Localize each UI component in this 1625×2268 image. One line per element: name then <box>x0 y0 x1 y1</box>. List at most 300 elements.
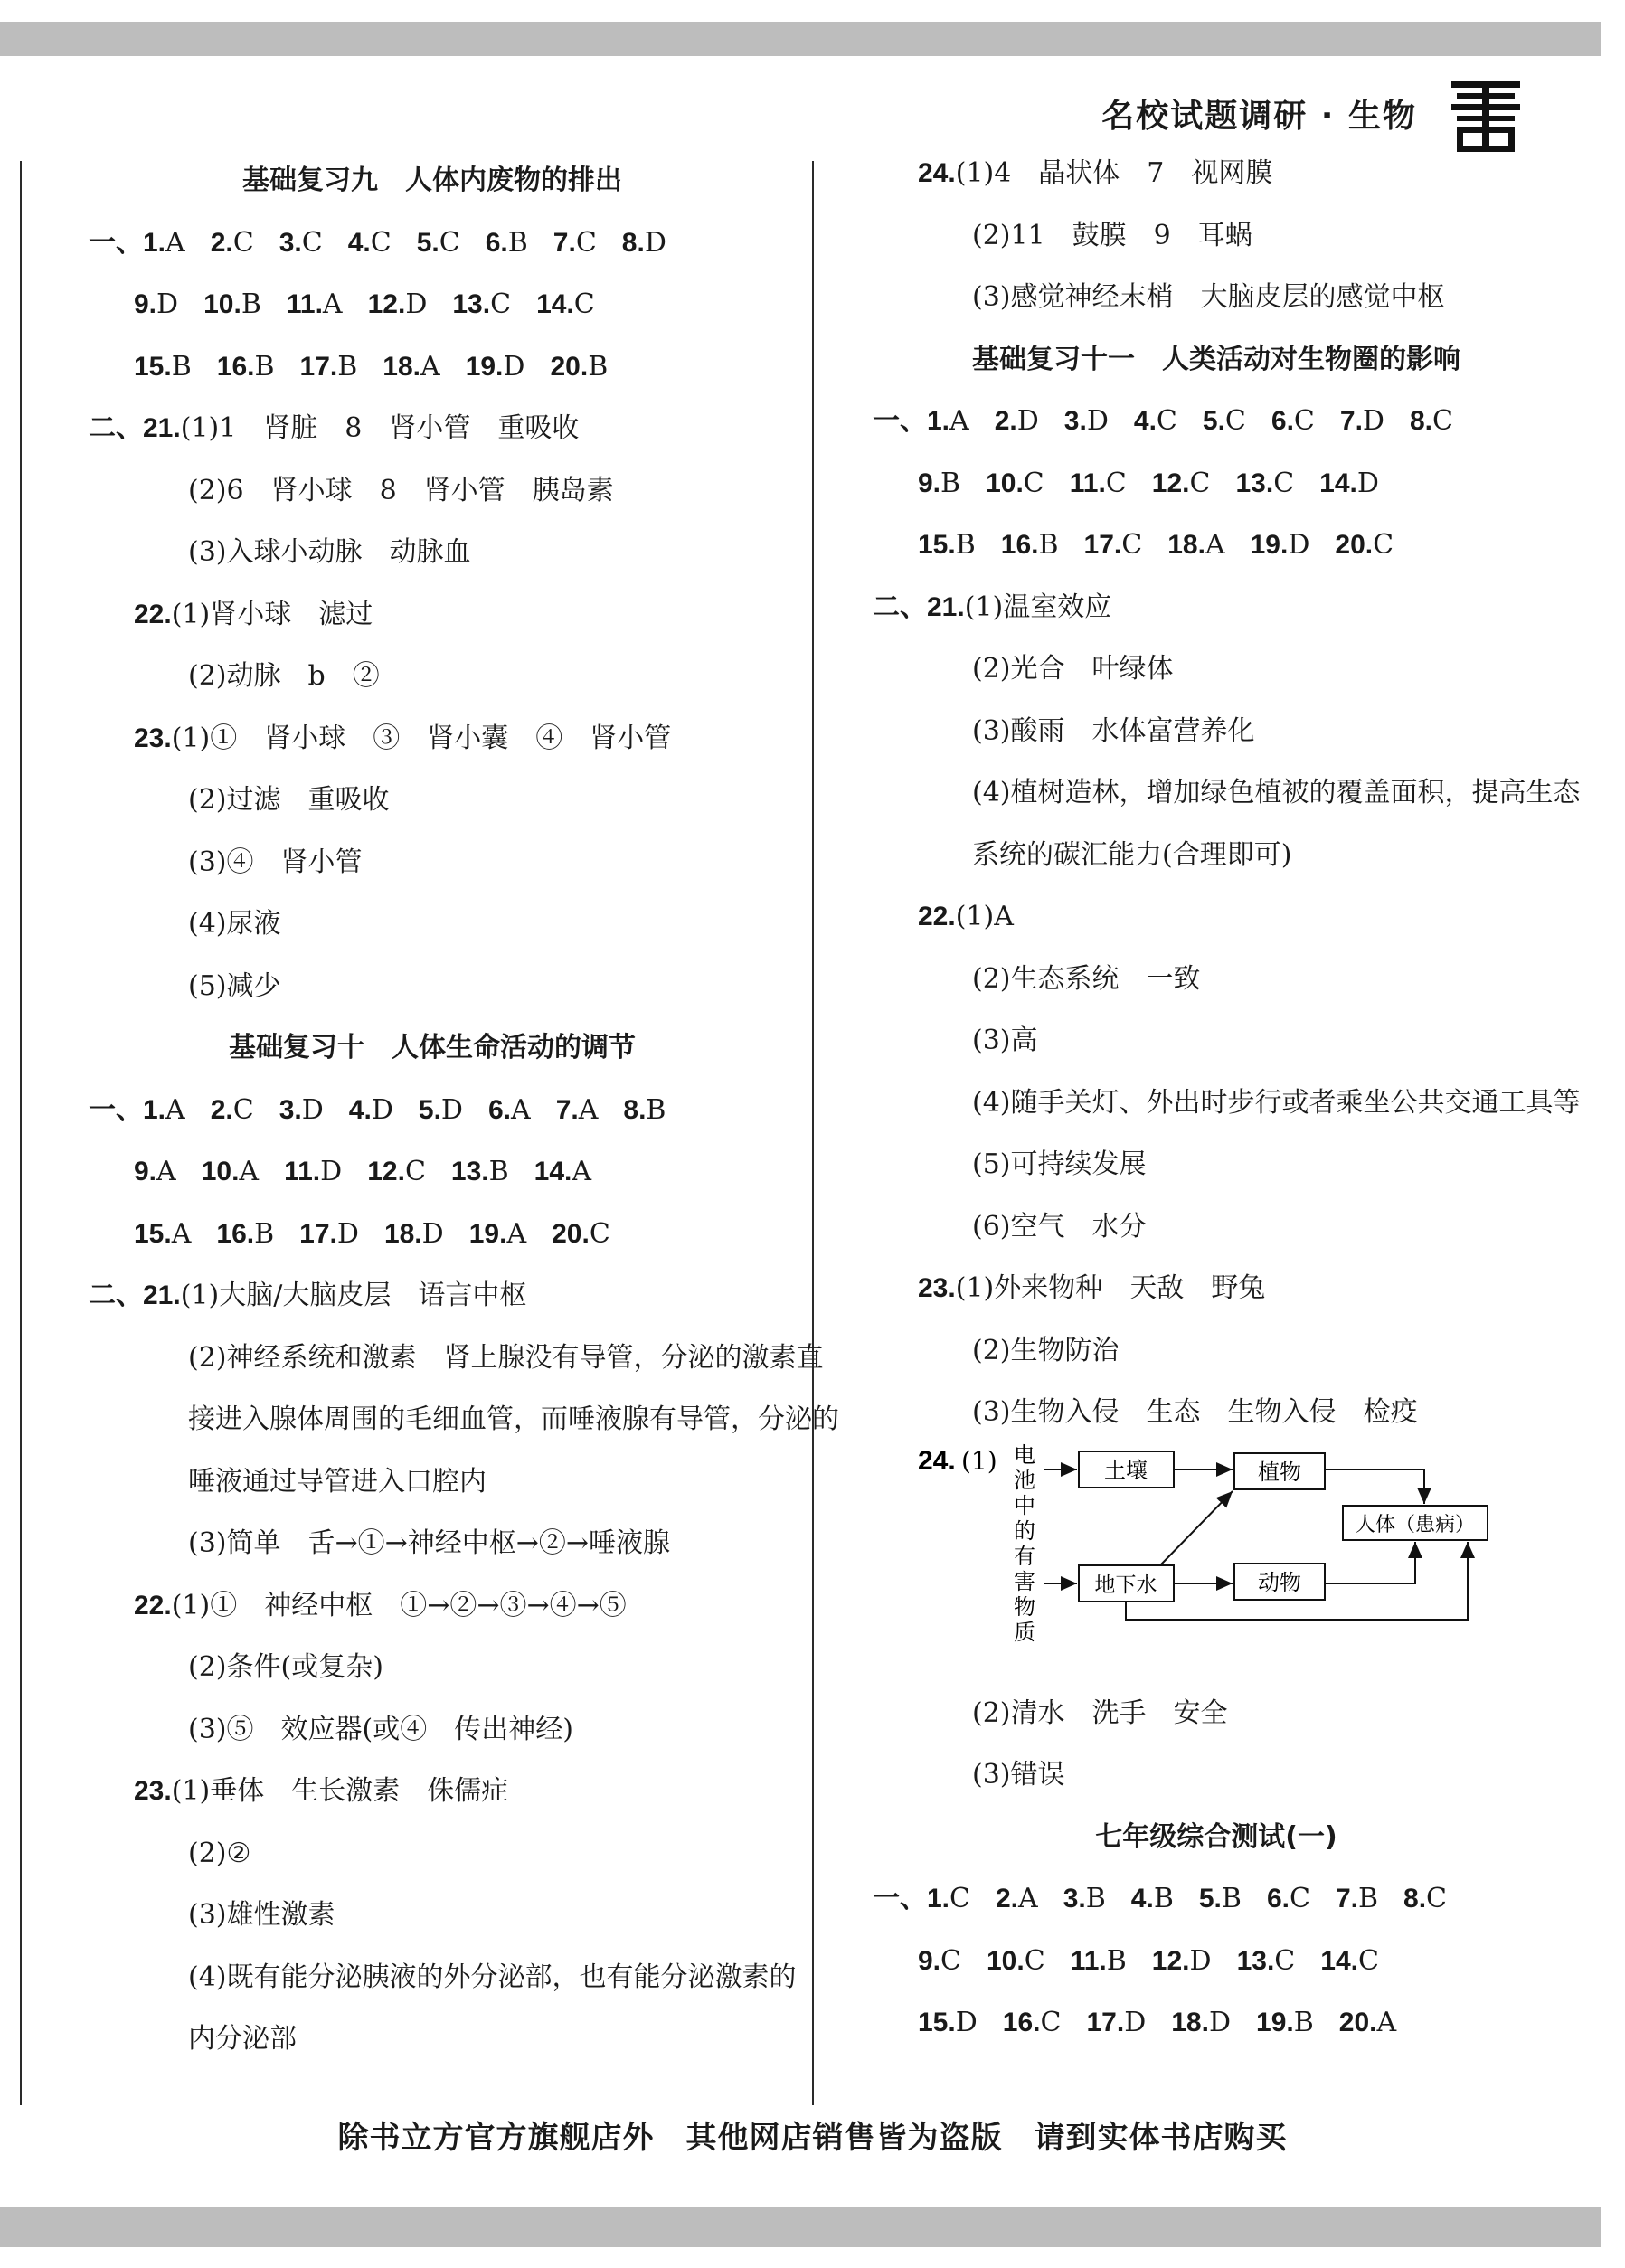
pollution-pathway-diagram <box>873 1439 1560 1683</box>
mc-answer <box>488 1080 531 1142</box>
mc-answer <box>202 1141 259 1204</box>
mc-answer <box>89 1080 185 1142</box>
mc-answer <box>89 213 185 275</box>
answer-letter: C <box>232 226 254 259</box>
question-number: 16. <box>216 1218 255 1249</box>
question-number: 24. <box>918 1445 956 1476</box>
answer-letter: A <box>156 1156 176 1187</box>
question-number: 15. <box>134 1218 172 1249</box>
answer-line: (2)清水 洗手 安全 <box>972 1696 1228 1729</box>
question-number: 13. <box>1235 468 1274 498</box>
mc-answer <box>469 1204 526 1266</box>
source-char: 电 <box>1014 1441 1035 1468</box>
mc-answer-row <box>873 453 1560 515</box>
mc-answer <box>368 274 428 336</box>
mc-answer-row <box>873 391 1560 453</box>
answer-letter: D <box>1356 467 1379 499</box>
mc-answer <box>452 274 511 336</box>
question-number: 9. <box>918 1945 941 1976</box>
question-number: 14. <box>1320 1945 1358 1976</box>
mc-answer <box>1152 453 1211 515</box>
answer-line: (3)高 <box>972 1025 1038 1056</box>
answer-letter: C <box>1040 2007 1062 2038</box>
mc-answer <box>996 1868 1038 1931</box>
answer-letter: A <box>1018 1883 1038 1914</box>
answer-letter: B <box>1357 1883 1379 1914</box>
mc-answer <box>1084 515 1143 577</box>
question-number: 2. <box>994 406 1017 436</box>
mc-answer <box>536 274 595 336</box>
question-number: 13. <box>452 289 491 319</box>
answer-letter: C <box>1105 467 1127 499</box>
section-heading-10: 基础复习十 人体生命活动的调节 <box>229 1032 636 1063</box>
question-number: 4. <box>347 227 371 258</box>
answer-line: (3)酸雨 水体富营养化 <box>972 714 1255 747</box>
mc-answer <box>299 1204 359 1266</box>
mc-answer-row <box>873 1992 1560 2055</box>
arrow-plant-human <box>1325 1469 1424 1504</box>
mc-answer <box>134 274 178 336</box>
mc-answer-row <box>89 1141 776 1204</box>
answer-letter: A <box>578 1093 599 1126</box>
question-number: 18. <box>383 1218 422 1249</box>
mc-answer <box>1320 1931 1379 1993</box>
question-number: 20. <box>1338 2008 1377 2037</box>
mc-answer <box>211 213 254 275</box>
mc-answer <box>1203 391 1246 453</box>
question-number: 4. <box>1130 1884 1154 1914</box>
left-column <box>89 150 839 2071</box>
mc-answer <box>211 1080 254 1142</box>
mc-answer-row <box>89 1080 776 1142</box>
mc-answer <box>918 1992 978 2055</box>
mc-answer <box>134 1141 176 1204</box>
answer-line: (2)② <box>188 1837 251 1869</box>
mc-answer <box>1235 453 1294 515</box>
mc-answer <box>134 336 192 399</box>
mc-answer <box>134 1204 191 1266</box>
answer-letter: B <box>646 1093 666 1126</box>
question-number: 一、1. <box>873 406 950 436</box>
answer-line: 24.(1)4 晶状体 7 视网膜 <box>918 157 1273 189</box>
answer-line: (5)减少 <box>188 969 281 1002</box>
mc-answer <box>534 1141 591 1204</box>
answer-letter: B <box>1106 1944 1127 1977</box>
answer-letter: D <box>405 288 428 320</box>
mc-answer <box>287 274 343 336</box>
mc-answer <box>279 213 323 275</box>
question-number: 9. <box>134 1157 157 1186</box>
answer-line: (3)生物入侵 生态 生物入侵 检疫 <box>972 1396 1418 1428</box>
question-number: 12. <box>1151 468 1190 498</box>
question-number: 19. <box>1256 2008 1294 2037</box>
question-number: 20. <box>552 1218 590 1249</box>
question-number: 12. <box>367 289 406 319</box>
answer-letter: C <box>1024 1944 1045 1977</box>
answer-letter: A <box>420 350 440 383</box>
mc-answer <box>1267 1868 1310 1931</box>
human-label: 人体（患病） <box>1355 1513 1476 1536</box>
mc-answer <box>1152 1931 1212 1993</box>
question-number: 5. <box>1202 406 1225 436</box>
soil-label: 土壤 <box>1104 1457 1148 1483</box>
question-number: 3. <box>279 1094 302 1125</box>
answer-letter: B <box>241 288 261 320</box>
top-gray-band <box>0 22 1601 56</box>
question-number: 5. <box>1198 1884 1222 1914</box>
answer-paragraph: (2)神经系统和激素 肾上腺没有导管，分泌的激素直接进入腺体周围的毛细血管，而唾液腺有导管，分泌的唾液通过导管进入口腔内 <box>188 1341 839 1498</box>
answer-letter: A <box>949 405 969 437</box>
question-number: 6. <box>1266 1884 1290 1914</box>
groundwater-label: 地下水 <box>1094 1573 1157 1597</box>
answer-letter: B <box>507 226 528 259</box>
question-number: 5. <box>416 227 439 258</box>
answer-letter: B <box>488 1156 509 1187</box>
answer-letter: D <box>1362 405 1384 437</box>
question-number: 15. <box>134 351 172 382</box>
answer-line: (2)光合 叶绿体 <box>972 653 1174 685</box>
source-char: 的 <box>1014 1517 1035 1544</box>
question-number: 7. <box>553 227 576 258</box>
question-number: 14. <box>534 1157 572 1186</box>
mc-answer <box>1410 391 1453 453</box>
question-number: 16. <box>216 351 255 382</box>
answer-line: 23.(1)外来物种 天敌 野兔 <box>918 1272 1266 1304</box>
section-heading-9: 基础复习九 人体内废物的排出 <box>242 165 622 196</box>
mc-answer <box>216 1204 274 1266</box>
answer-letter: B <box>1085 1883 1106 1914</box>
answer-letter: A <box>506 1217 527 1250</box>
mc-answer <box>486 213 528 275</box>
answer-letter: C <box>232 1093 254 1126</box>
answer-letter: C <box>589 1217 610 1250</box>
answer-letter: B <box>254 350 275 383</box>
answer-letter: C <box>575 226 597 259</box>
mc-answer <box>348 213 392 275</box>
mc-answer <box>1199 1868 1242 1931</box>
plant-label: 植物 <box>1258 1459 1301 1485</box>
answer-line: 22.(1)① 神经中枢 ①→②→③→④→⑤ <box>134 1589 627 1621</box>
center-column-rule <box>812 161 814 2105</box>
answer-line: (4)尿液 <box>188 908 281 940</box>
answer-letter: B <box>254 1217 275 1250</box>
answer-letter: C <box>439 226 460 259</box>
question-number: 16. <box>1000 530 1039 560</box>
question-number: 10. <box>986 468 1024 498</box>
answer-letter: B <box>1153 1883 1174 1914</box>
answer-line: 二、21.(1)1 肾脏 8 肾小管 重吸收 <box>89 412 580 444</box>
answer-letter: B <box>588 350 609 383</box>
answer-letter: C <box>1156 405 1177 437</box>
mc-answer <box>918 1931 961 1993</box>
answer-line: (5)可持续发展 <box>972 1148 1147 1180</box>
question-number: 3. <box>1063 1884 1086 1914</box>
answer-letter: B <box>1293 2007 1314 2038</box>
mc-answer <box>995 391 1039 453</box>
question-number: 19. <box>468 1218 507 1249</box>
answer-line: (2)生物防治 <box>972 1334 1120 1366</box>
answer-letter: A <box>322 288 343 320</box>
question-number: 4. <box>1133 406 1157 436</box>
mc-answer <box>1086 1992 1146 2055</box>
answer-letter: D <box>1086 405 1109 437</box>
mc-answer <box>918 453 960 515</box>
answer-line: 22.(1)A <box>918 901 1014 932</box>
answer-letter: B <box>940 467 961 499</box>
source-char: 池 <box>1014 1467 1035 1493</box>
answer-letter: A <box>239 1156 260 1187</box>
answer-letter: D <box>1288 529 1310 561</box>
question-number: 2. <box>210 227 233 258</box>
source-char: 物 <box>1014 1593 1035 1620</box>
mc-answer <box>1171 1992 1231 2055</box>
answer-letter: A <box>1205 529 1225 561</box>
mc-answer-row <box>873 515 1560 577</box>
question-number: 12. <box>1151 1945 1190 1976</box>
mc-answer-row <box>89 213 776 275</box>
answer-letter: D <box>336 1217 359 1250</box>
answer-paragraph: (4)随手关灯、外出时步行或者乘坐公共交通工具等 <box>972 1086 1581 1119</box>
answer-letter: C <box>1426 1883 1448 1914</box>
answer-line: (2)11 鼓膜 9 耳蜗 <box>972 219 1252 251</box>
mc-answer <box>1339 1992 1396 2055</box>
answer-letter: D <box>1189 1944 1212 1977</box>
question-number: 20. <box>550 351 589 382</box>
question-number: 一、1. <box>873 1884 950 1914</box>
arrow-groundwater-plant <box>1160 1491 1233 1565</box>
answer-letter: A <box>165 1093 185 1126</box>
answer-letter: C <box>1121 529 1143 561</box>
question-number: 14. <box>1319 468 1357 498</box>
answer-letter: D <box>644 226 666 259</box>
section-heading-grade7: 七年级综合测试(一) <box>1095 1820 1337 1853</box>
answer-line: 二、21.(1)大脑/大脑皮层 语言中枢 <box>89 1280 527 1311</box>
mc-answer <box>419 1080 463 1142</box>
question-number: 3. <box>1063 406 1087 436</box>
answer-line: (3)④ 肾小管 <box>188 846 363 878</box>
answer-paragraph: (4)植树造林，增加绿色植被的覆盖面积，提高生态系统的碳汇能力(合理即可) <box>972 777 1581 871</box>
mc-answer-row <box>873 1931 1560 1993</box>
animal-label: 动物 <box>1258 1569 1301 1595</box>
mc-answer <box>986 453 1044 515</box>
mc-answer <box>1167 515 1224 577</box>
answer-line: (2)生态系统 一致 <box>972 962 1201 995</box>
question-number: 7. <box>1335 1884 1358 1914</box>
answer-line: (2)过滤 重吸收 <box>188 784 390 816</box>
mc-answer <box>1131 1868 1174 1931</box>
mc-answer <box>279 1080 324 1142</box>
page-header-title: 名校试题调研 · 生物 <box>1101 98 1417 135</box>
answer-letter: D <box>1208 2007 1232 2038</box>
answer-letter: B <box>337 350 358 383</box>
question-number: 11. <box>1070 1945 1107 1976</box>
answer-letter: D <box>440 1093 463 1126</box>
question-number: 19. <box>465 351 504 382</box>
question-number: 9. <box>134 289 157 319</box>
answer-letter: D <box>1124 2007 1147 2038</box>
question-number: 20. <box>1335 530 1374 560</box>
mc-answer <box>1335 515 1394 577</box>
question-number: 7. <box>1339 406 1363 436</box>
answer-letter: C <box>301 226 323 259</box>
answer-line: 二、21.(1)温室效应 <box>873 591 1112 623</box>
answer-letter: D <box>371 1093 393 1126</box>
answer-line: (3)错误 <box>972 1759 1065 1791</box>
mc-answer <box>1064 391 1109 453</box>
mc-answer-row <box>89 336 776 399</box>
mc-answer-row <box>873 1868 1560 1931</box>
answer-letter: A <box>572 1156 592 1187</box>
mc-answer <box>300 336 358 399</box>
answer-line: (3)雄性激素 <box>188 1899 335 1931</box>
answer-letter: C <box>1293 405 1315 437</box>
mc-answer <box>622 213 666 275</box>
answer-letter: C <box>1224 405 1246 437</box>
question-number: 15. <box>918 2008 956 2037</box>
question-number: 一、1. <box>89 1094 166 1125</box>
question-number: 7. <box>555 1094 579 1125</box>
mc-answer <box>556 1080 599 1142</box>
answer-line: 23.(1)垂体 生长激素 侏儒症 <box>134 1775 509 1807</box>
source-char: 有 <box>1014 1543 1035 1569</box>
mc-answer <box>550 336 608 399</box>
answer-letter: C <box>940 1944 961 1977</box>
question-number: 13. <box>1236 1945 1275 1976</box>
answer-line: (3)入球小动脉 动脉血 <box>188 536 471 568</box>
mc-answer <box>466 336 525 399</box>
question-number: 12. <box>367 1157 405 1186</box>
answer-letter: C <box>573 288 595 320</box>
question-number: 8. <box>623 1094 647 1125</box>
source-char: 害 <box>1014 1568 1035 1594</box>
mc-answer <box>1319 453 1379 515</box>
answer-letter: D <box>301 1093 324 1126</box>
mc-answer <box>1336 1868 1378 1931</box>
mc-answer <box>1070 453 1127 515</box>
mc-answer <box>284 1141 342 1204</box>
question-number: 18. <box>383 351 421 382</box>
question-number: 11. <box>286 289 323 319</box>
mc-answer-row <box>89 1204 776 1266</box>
answer-line: (6)空气 水分 <box>972 1210 1147 1243</box>
question-number: 14. <box>536 289 574 319</box>
sub-question-label: (1) <box>961 1445 997 1476</box>
mc-answer <box>1237 1931 1296 1993</box>
question-number: 8. <box>621 227 645 258</box>
question-number: 19. <box>1250 530 1289 560</box>
mc-answer <box>417 213 460 275</box>
mc-answer-row <box>89 274 776 336</box>
answer-line: (3)简单 舌→①→神经中枢→②→唾液腺 <box>188 1527 671 1559</box>
answer-letter: A <box>511 1093 531 1126</box>
question-number: 18. <box>1171 2008 1209 2037</box>
anti-piracy-notice: 除书立方官方旗舰店外 其他网店销售皆为盗版 请到实体书店购买 <box>337 2120 1288 2156</box>
question-number: 8. <box>1403 1884 1427 1914</box>
mc-answer <box>349 1080 393 1142</box>
mc-answer <box>1403 1868 1447 1931</box>
question-number: 16. <box>1002 2008 1041 2037</box>
answer-letter: C <box>1273 467 1295 499</box>
question-number: 2. <box>996 1884 1019 1914</box>
bottom-gray-band <box>0 2207 1601 2247</box>
mc-answer <box>873 1868 970 1931</box>
question-number: 10. <box>203 289 241 319</box>
answer-letter: D <box>320 1156 343 1187</box>
mc-answer <box>203 274 261 336</box>
answer-letter: C <box>490 288 512 320</box>
answer-paragraph: (4)既有能分泌胰液的外分泌部，也有能分泌激素的内分泌部 <box>188 1961 797 2055</box>
mc-answer <box>553 213 597 275</box>
mc-answer <box>1271 391 1315 453</box>
answer-letter: C <box>404 1156 426 1187</box>
answer-letter: D <box>503 350 525 383</box>
mc-answer <box>1340 391 1384 453</box>
answer-letter: A <box>165 226 185 259</box>
question-number: 11. <box>284 1157 321 1186</box>
arrow-animal-human <box>1325 1542 1415 1583</box>
question-number: 8. <box>1409 406 1433 436</box>
answer-letter: C <box>1373 529 1394 561</box>
source-label-vertical <box>1014 1442 1035 1645</box>
answer-letter: A <box>1376 2007 1397 2038</box>
answer-line: (3)⑤ 效应器(或④ 传出神经) <box>188 1713 573 1745</box>
question-number: 4. <box>348 1094 372 1125</box>
mc-answer <box>918 515 976 577</box>
question-number: 6. <box>1271 406 1294 436</box>
question-number: 6. <box>487 1094 512 1125</box>
mc-answer <box>1003 1992 1062 2055</box>
answer-line: (2)动脉 b ② <box>188 660 380 692</box>
section-heading-11: 基础复习十一 人类活动对生物圈的影响 <box>972 343 1460 375</box>
question-number: 6. <box>485 227 508 258</box>
mc-answer <box>451 1141 509 1204</box>
answer-letter: B <box>1038 529 1059 561</box>
mc-answer <box>384 1204 444 1266</box>
answer-line: (2)6 肾小球 8 肾小管 胰岛素 <box>188 474 614 506</box>
question-number: 9. <box>918 468 941 498</box>
mc-answer <box>367 1141 426 1204</box>
answer-line: (3)感觉神经末梢 大脑皮层的感觉中枢 <box>972 281 1445 313</box>
answer-letter: B <box>1221 1883 1242 1914</box>
source-char: 中 <box>1014 1492 1035 1518</box>
answer-letter: C <box>1357 1944 1379 1977</box>
answer-letter: B <box>955 529 976 561</box>
mc-answer <box>552 1204 610 1266</box>
question-number: 5. <box>418 1094 441 1125</box>
mc-answer <box>1063 1868 1106 1931</box>
right-column <box>873 143 1581 2055</box>
question-number: 2. <box>210 1094 233 1125</box>
mc-answer <box>1251 515 1310 577</box>
mc-answer <box>1134 391 1177 453</box>
answer-letter: D <box>1016 405 1039 437</box>
question-number: 一、1. <box>89 227 166 258</box>
question-number: 17. <box>299 351 338 382</box>
left-column-rule <box>20 161 22 2105</box>
answer-letter: C <box>1189 467 1211 499</box>
answer-letter: C <box>1289 1883 1310 1914</box>
question-number: 17. <box>299 1218 337 1249</box>
mc-answer <box>873 391 969 453</box>
question-number: 10. <box>987 1945 1025 1976</box>
answer-letter: C <box>1023 467 1044 499</box>
mc-answer <box>1256 1992 1314 2055</box>
question-number: 3. <box>279 227 302 258</box>
answer-line: 22.(1)肾小球 滤过 <box>134 598 373 630</box>
answer-line: (2)条件(或复杂) <box>188 1651 383 1683</box>
question-number: 10. <box>201 1157 240 1186</box>
mc-answer <box>217 336 275 399</box>
